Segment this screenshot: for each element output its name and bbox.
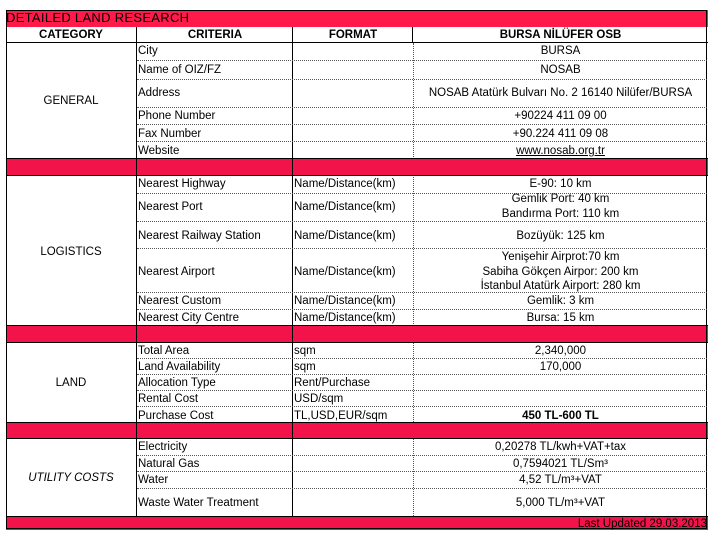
row-divider [6, 342, 708, 343]
website-link[interactable]: www.nosab.org.tr [516, 145, 605, 157]
row-divider [6, 42, 708, 43]
row-divider [137, 60, 707, 61]
row-divider [6, 175, 708, 176]
header-value: BURSA NİLÜFER OSB [499, 29, 622, 41]
last-updated: Last Updated 29.03.2013 [577, 518, 707, 530]
category-logistics: LOGISTICS [40, 246, 102, 258]
value-purchase-cost: 450 TL-600 TL [522, 410, 599, 422]
row-divider [137, 79, 707, 80]
format-total-area: sqm [294, 345, 316, 357]
category-utility-costs: UTILITY COSTS [28, 472, 114, 484]
criteria-total-area: Total Area [138, 345, 190, 357]
row-divider [137, 488, 707, 489]
value-port-2: Bandırma Port: 110 km [501, 208, 620, 220]
criteria-custom: Nearest Custom [138, 295, 222, 307]
row-divider [137, 455, 707, 456]
format-purchase-cost: TL,USD,EUR/sqm [294, 410, 388, 422]
value-natural-gas: 0,7594021 TL/Sm³ [512, 458, 609, 470]
criteria-city-centre: Nearest City Centre [138, 312, 239, 324]
header-criteria: CRITERIA [187, 29, 243, 41]
col-divider [292, 27, 293, 516]
criteria-oiz-name: Name of OIZ/FZ [138, 64, 222, 76]
format-railway: Name/Distance(km) [294, 230, 396, 242]
value-highway: E-90: 10 km [529, 178, 592, 190]
format-port: Name/Distance(km) [294, 201, 396, 213]
value-total-area: 2,340,000 [534, 345, 587, 357]
criteria-water: Water [138, 474, 169, 486]
criteria-rental-cost: Rental Cost [138, 393, 199, 405]
row-divider [137, 358, 707, 359]
value-city-centre: Bursa: 15 km [526, 312, 595, 324]
row-divider [6, 438, 708, 439]
row-divider [137, 248, 707, 249]
criteria-land-availability: Land Availability [138, 361, 221, 373]
criteria-city: City [138, 45, 158, 57]
format-airport: Name/Distance(km) [294, 266, 396, 278]
criteria-fax: Fax Number [138, 128, 202, 140]
row-divider [137, 107, 707, 108]
format-highway: Name/Distance(km) [294, 178, 396, 190]
format-city-centre: Name/Distance(km) [294, 312, 396, 324]
criteria-natural-gas: Natural Gas [138, 458, 200, 470]
row-divider [137, 471, 707, 472]
value-oiz-name: NOSAB [540, 64, 581, 76]
criteria-waste-water: Waste Water Treatment [138, 497, 259, 509]
criteria-website: Website [138, 145, 180, 157]
value-custom: Gemlik: 3 km [526, 295, 595, 307]
row-divider [137, 141, 707, 142]
format-land-availability: sqm [294, 361, 316, 373]
row-divider [137, 221, 707, 222]
header-category: CATEGORY [39, 29, 103, 41]
category-general: GENERAL [43, 95, 99, 107]
header-format: FORMAT [328, 29, 378, 41]
value-fax: +90.224 411 09 08 [512, 128, 609, 140]
row-divider [137, 390, 707, 391]
value-airport-2: Sabiha Gökçen Airpor: 200 km [482, 266, 639, 278]
criteria-electricity: Electricity [138, 441, 188, 453]
row-divider [137, 309, 707, 310]
value-airport: Yenişehir Airprot:70 km [501, 251, 620, 263]
row-divider [137, 124, 707, 125]
criteria-purchase-cost: Purchase Cost [138, 410, 214, 422]
value-phone: +90224 411 09 00 [514, 110, 607, 122]
value-airport-3: İstanbul Atatürk Airport: 280 km [480, 280, 641, 292]
value-electricity: 0,20278 TL/kwh+VAT+tax [494, 441, 627, 453]
criteria-railway: Nearest Railway Station [138, 230, 261, 242]
row-divider [137, 406, 707, 407]
row-divider [6, 158, 708, 159]
criteria-highway: Nearest Highway [138, 178, 226, 190]
col-divider [412, 27, 413, 43]
page-title: DETAILED LAND RESEARCH [6, 10, 190, 25]
row-divider [6, 325, 708, 326]
value-railway: Bozüyük: 125 km [516, 230, 605, 242]
row-divider [137, 374, 707, 375]
criteria-airport: Nearest Airport [138, 266, 215, 278]
value-water: 4,52 TL/m³+VAT [519, 474, 602, 486]
value-waste-water: 5,000 TL/m³+VAT [515, 497, 606, 509]
col-divider [136, 27, 137, 516]
value-port: Gemlik Port: 40 km [511, 193, 610, 205]
category-land: LAND [55, 377, 87, 389]
criteria-address: Address [138, 87, 181, 99]
criteria-phone: Phone Number [138, 110, 216, 122]
value-city: BURSA [540, 45, 581, 57]
criteria-port: Nearest Port [138, 201, 203, 213]
value-land-availability: 170,000 [539, 361, 582, 373]
format-allocation-type: Rent/Purchase [294, 377, 371, 389]
value-address: NOSAB Atatürk Bulvarı No. 2 16140 Nilüfer/BURSA [428, 87, 693, 99]
format-custom: Name/Distance(km) [294, 295, 396, 307]
format-rental-cost: USD/sqm [294, 393, 344, 405]
criteria-allocation-type: Allocation Type [138, 377, 216, 389]
